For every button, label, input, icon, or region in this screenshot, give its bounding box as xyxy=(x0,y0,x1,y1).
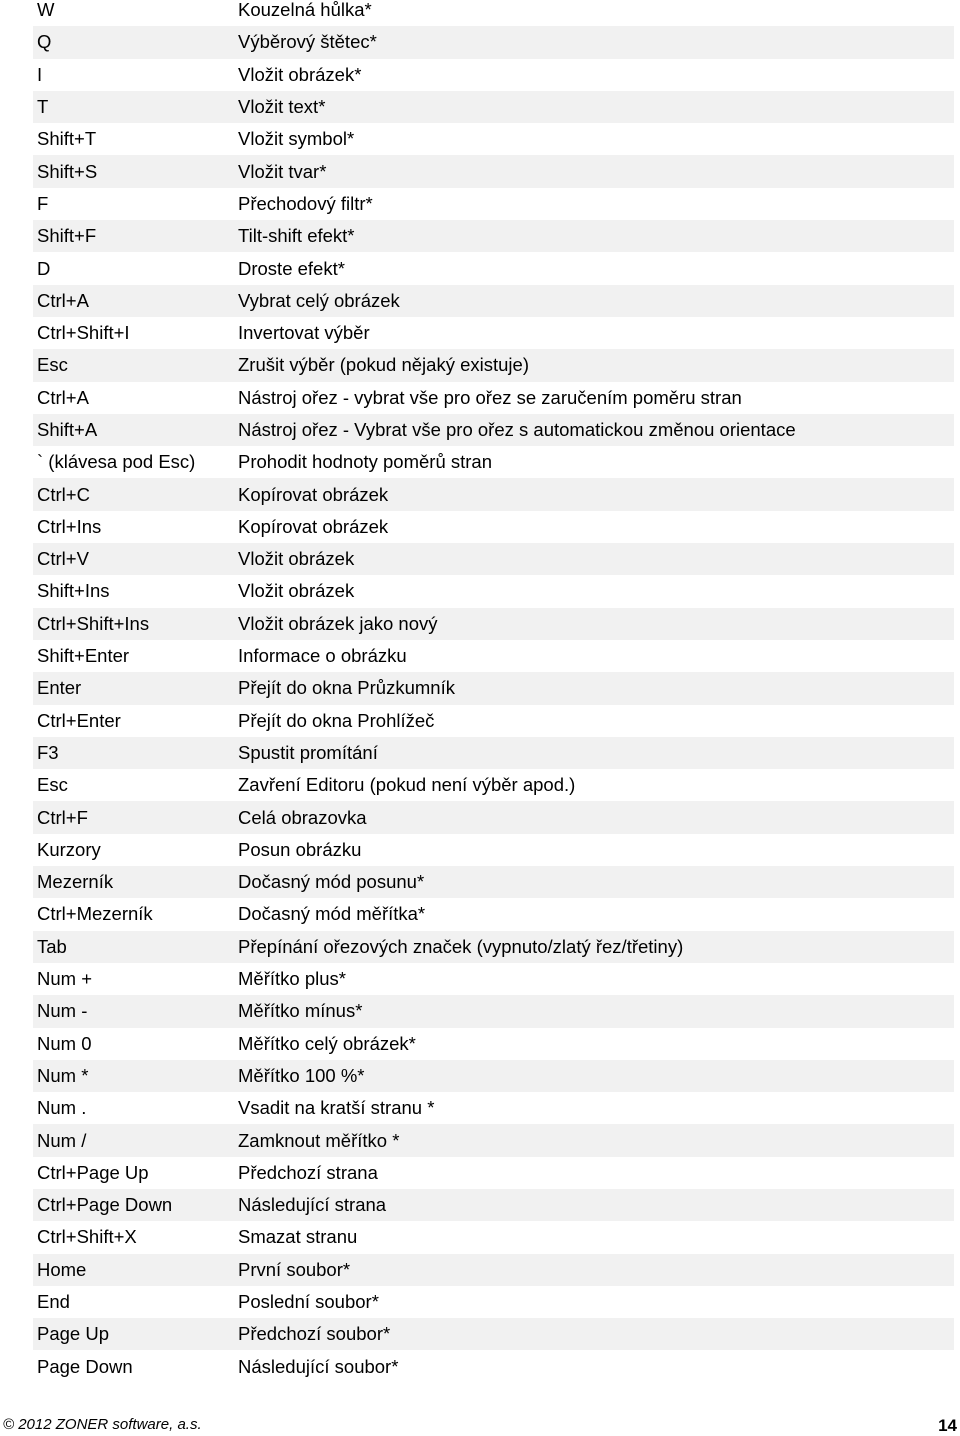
shortcut-action: Přepínání ořezových značek (vypnuto/zlatý řez/třetiny) xyxy=(238,935,684,957)
shortcut-row xyxy=(33,705,954,737)
shortcut-key: Num - xyxy=(37,1000,88,1022)
shortcut-action: Zrušit výběr (pokud nějaký existuje) xyxy=(238,354,529,376)
shortcut-action: Výběrový štětec* xyxy=(238,31,377,53)
shortcut-row xyxy=(33,672,954,704)
shortcut-row xyxy=(33,769,954,801)
shortcut-key: Ctrl+A xyxy=(37,386,89,408)
shortcut-row xyxy=(33,1092,954,1124)
shortcut-key: ` (klávesa pod Esc) xyxy=(37,451,196,473)
shortcut-key: T xyxy=(37,96,49,118)
shortcut-row xyxy=(33,220,954,252)
shortcut-key: Ctrl+Mezerník xyxy=(37,903,153,925)
shortcut-row xyxy=(33,446,954,478)
shortcut-row xyxy=(33,1157,954,1189)
shortcut-key: Num . xyxy=(37,1097,87,1119)
shortcut-action: Smazat stranu xyxy=(238,1226,358,1248)
shortcut-row xyxy=(33,1254,954,1286)
shortcut-action: Přejít do okna Průzkumník xyxy=(238,677,455,699)
shortcut-action: Vybrat celý obrázek xyxy=(238,289,400,311)
shortcut-key: Tab xyxy=(37,935,67,957)
footer-copyright: © 2012 ZONER software, a.s. xyxy=(3,1416,202,1433)
shortcut-key: Ctrl+Page Down xyxy=(37,1194,173,1216)
shortcut-row xyxy=(33,155,954,187)
shortcut-row xyxy=(33,1221,954,1253)
shortcut-key: End xyxy=(37,1291,70,1313)
shortcut-row xyxy=(33,608,954,640)
shortcut-action: Vložit obrázek* xyxy=(238,63,362,85)
shortcut-key: Ctrl+Enter xyxy=(37,709,121,731)
shortcut-row xyxy=(33,543,954,575)
shortcut-action: Vsadit na kratší stranu * xyxy=(238,1097,435,1119)
shortcut-key: Esc xyxy=(37,354,68,376)
shortcut-key: Shift+T xyxy=(37,128,97,150)
shortcut-action: Měřítko 100 %* xyxy=(238,1064,365,1086)
shortcut-action: Nástroj ořez - Vybrat vše pro ořez s automatickou změnou orientace xyxy=(238,419,796,440)
shortcut-key: Ctrl+Shift+X xyxy=(37,1226,137,1248)
shortcut-row xyxy=(33,866,954,898)
shortcut-key: Ctrl+Page Up xyxy=(37,1161,149,1183)
shortcut-key: Num 0 xyxy=(37,1032,92,1054)
shortcut-row xyxy=(33,640,954,672)
shortcut-action: Následující strana xyxy=(238,1194,387,1216)
shortcut-action: Vložit obrázek xyxy=(238,580,355,602)
shortcut-row xyxy=(33,59,954,91)
shortcut-row xyxy=(33,91,954,123)
shortcut-row xyxy=(33,575,954,607)
shortcut-action: Kopírovat obrázek xyxy=(238,483,389,505)
shortcut-key: Shift+A xyxy=(37,419,98,440)
shortcut-row xyxy=(33,0,954,26)
shortcut-row xyxy=(33,317,954,349)
shortcut-action: Vložit tvar* xyxy=(238,160,327,182)
shortcut-action: Vložit obrázek jako nový xyxy=(238,612,438,634)
shortcut-key: I xyxy=(37,63,43,85)
shortcut-action: Předchozí strana xyxy=(238,1161,378,1183)
shortcut-key: Page Down xyxy=(37,1355,133,1377)
shortcut-row xyxy=(33,382,954,414)
shortcut-action: Informace o obrázku xyxy=(238,645,407,667)
shortcut-action: Tilt-shift efekt* xyxy=(238,225,355,247)
shortcut-action: Následující soubor* xyxy=(238,1355,399,1377)
shortcut-row xyxy=(33,963,954,995)
shortcut-action: Vložit obrázek xyxy=(238,548,355,570)
shortcut-row xyxy=(33,834,954,866)
shortcut-row xyxy=(33,737,954,769)
shortcut-row xyxy=(33,1124,954,1156)
shortcut-action: Posun obrázku xyxy=(238,838,362,860)
shortcut-row xyxy=(33,285,954,317)
shortcut-row xyxy=(33,188,954,220)
shortcut-key: W xyxy=(37,0,55,21)
shortcut-key: F3 xyxy=(37,741,59,763)
shortcut-action: Vložit symbol* xyxy=(238,128,355,150)
shortcut-action: Přechodový filtr* xyxy=(238,192,373,214)
shortcut-action: Celá obrazovka xyxy=(238,806,367,828)
shortcut-action: Měřítko celý obrázek* xyxy=(238,1032,416,1054)
shortcut-key: Num + xyxy=(37,968,93,990)
shortcut-key: Ctrl+F xyxy=(37,806,88,828)
shortcut-key: Ctrl+V xyxy=(37,548,89,570)
shortcut-row xyxy=(33,1189,954,1221)
shortcut-key: Page Up xyxy=(37,1323,109,1345)
shortcut-key: Ctrl+C xyxy=(37,483,90,505)
shortcut-key: F xyxy=(37,192,49,214)
shortcut-key: Ctrl+Shift+I xyxy=(37,322,130,344)
shortcut-key: Ctrl+Shift+Ins xyxy=(37,612,150,634)
shortcut-action: Invertovat výběr xyxy=(238,322,370,344)
shortcut-row xyxy=(33,414,954,446)
shortcut-row xyxy=(33,511,954,543)
shortcut-action: Vložit text* xyxy=(238,96,326,118)
shortcut-key: Num / xyxy=(37,1129,87,1151)
shortcut-row xyxy=(33,931,954,963)
shortcut-action: Měřítko plus* xyxy=(238,968,346,990)
shortcut-key: Shift+Enter xyxy=(37,645,130,667)
shortcut-key: D xyxy=(37,257,51,279)
shortcut-key: Enter xyxy=(37,677,82,699)
shortcut-row xyxy=(33,801,954,833)
shortcut-action: Měřítko mínus* xyxy=(238,1000,363,1022)
shortcut-row xyxy=(33,995,954,1027)
shortcut-action: Předchozí soubor* xyxy=(238,1323,391,1345)
shortcut-key: Esc xyxy=(37,774,68,796)
shortcut-row xyxy=(33,478,954,510)
shortcut-row xyxy=(33,1350,954,1382)
shortcut-key: Shift+Ins xyxy=(37,580,110,602)
shortcut-action: Kouzelná hůlka* xyxy=(238,0,372,21)
shortcut-row xyxy=(33,26,954,58)
shortcut-key: Ctrl+Ins xyxy=(37,515,102,537)
shortcut-row xyxy=(33,1028,954,1060)
shortcut-action: Dočasný mód měřítka* xyxy=(238,903,426,925)
shortcut-action: Zavření Editoru (pokud není výběr apod.) xyxy=(238,774,576,796)
shortcut-key: Ctrl+A xyxy=(37,289,89,311)
shortcut-row xyxy=(33,1060,954,1092)
shortcut-key: Mezerník xyxy=(37,871,114,893)
shortcut-action: První soubor* xyxy=(238,1258,351,1280)
shortcut-key: Home xyxy=(37,1258,87,1280)
shortcut-row xyxy=(33,349,954,381)
shortcut-table xyxy=(33,0,954,1383)
shortcut-action: Nástroj ořez - vybrat vše pro ořez se zaručením poměru stran xyxy=(238,386,742,408)
shortcut-row xyxy=(33,252,954,284)
shortcut-key: Q xyxy=(37,31,52,53)
shortcut-key: Shift+F xyxy=(37,225,97,247)
shortcut-key: Num * xyxy=(37,1064,89,1086)
shortcut-action: Kopírovat obrázek xyxy=(238,515,389,537)
shortcut-action: Přejít do okna Prohlížeč xyxy=(238,709,435,731)
shortcut-row xyxy=(33,123,954,155)
shortcut-key: Kurzory xyxy=(37,838,101,860)
shortcut-action: Poslední soubor* xyxy=(238,1291,379,1313)
shortcut-action: Zamknout měřítko * xyxy=(238,1129,400,1151)
shortcut-key: Shift+S xyxy=(37,160,98,182)
page-number: 14 xyxy=(938,1416,957,1435)
shortcut-action: Dočasný mód posunu* xyxy=(238,871,425,893)
shortcut-action: Droste efekt* xyxy=(238,257,345,279)
shortcut-action: Prohodit hodnoty poměrů stran xyxy=(238,451,493,473)
shortcut-row xyxy=(33,898,954,930)
shortcut-row xyxy=(33,1318,954,1350)
shortcut-action: Spustit promítání xyxy=(238,741,378,763)
shortcut-row xyxy=(33,1286,954,1318)
